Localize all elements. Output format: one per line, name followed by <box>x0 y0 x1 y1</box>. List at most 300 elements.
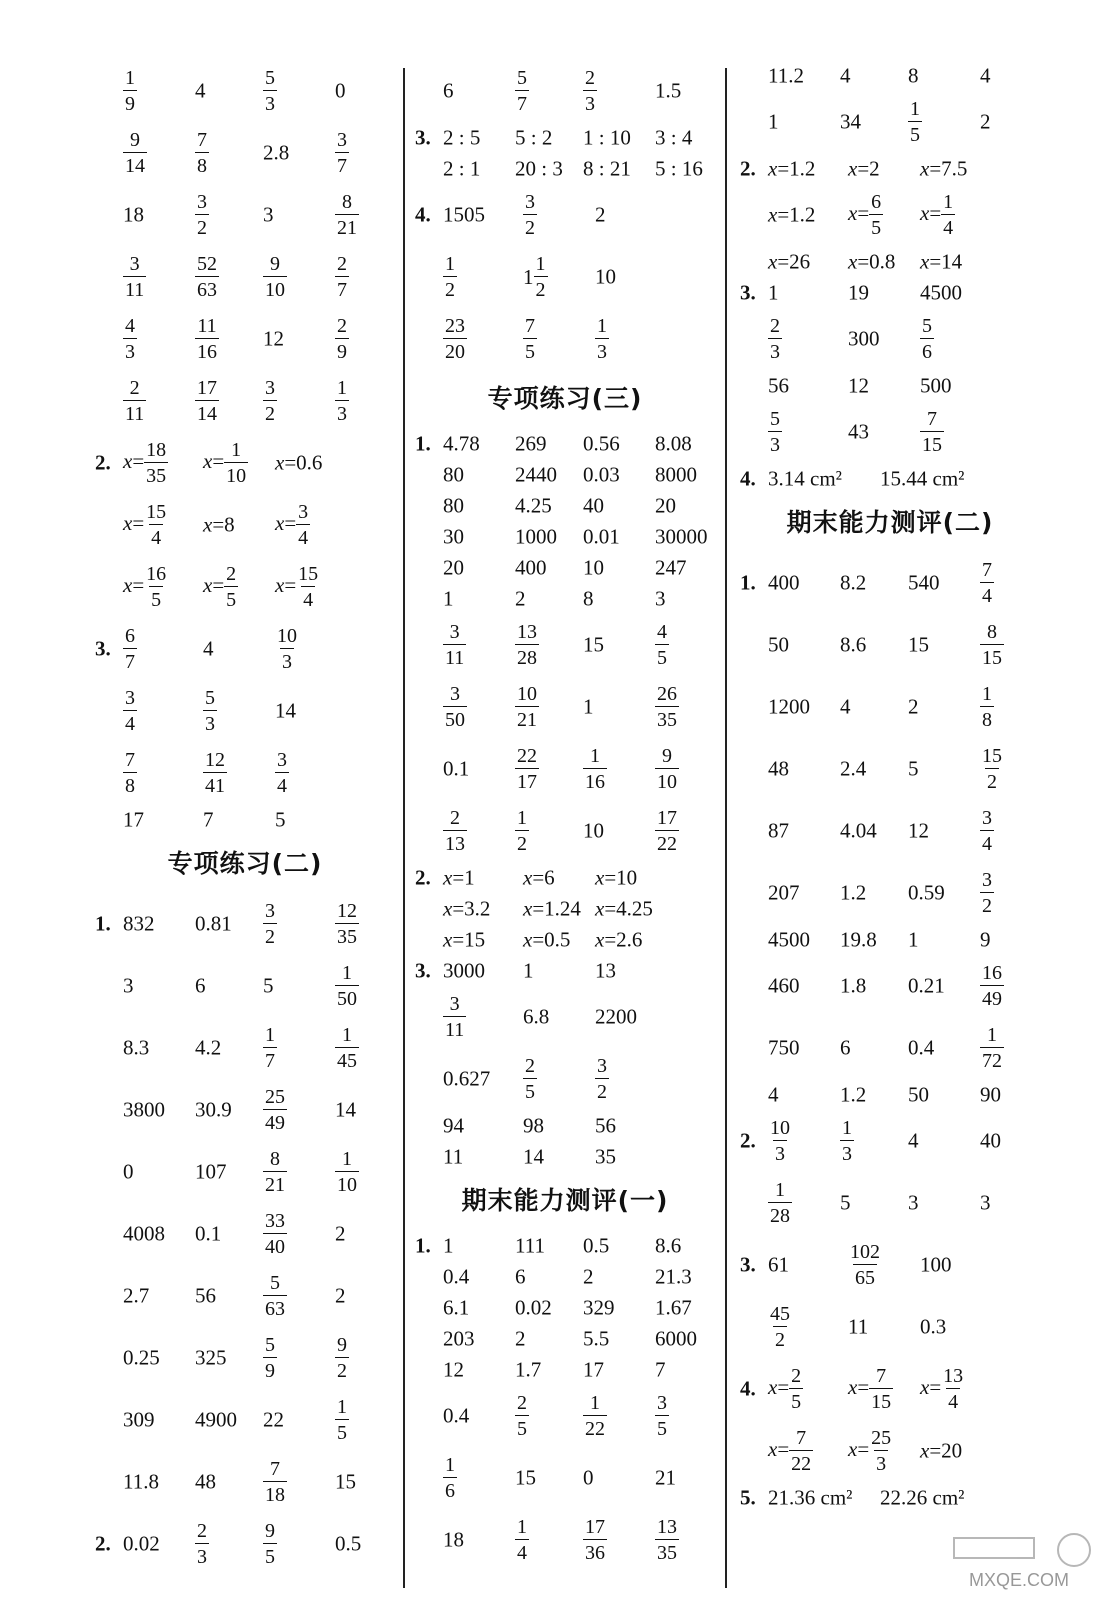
answer-cell <box>980 684 994 730</box>
fraction: $\frac{3}{2}$ <box>525 191 535 239</box>
answer-cell <box>515 622 539 668</box>
answer-cell <box>263 1149 287 1195</box>
answer-cell: x=10 <box>595 865 638 889</box>
fraction: $\frac{2}{5}$ <box>226 563 237 611</box>
answer-cell: 4 <box>908 1128 919 1153</box>
answer-cell <box>515 684 539 730</box>
answer-cell: 0.01 <box>583 524 620 548</box>
fraction: $\frac{7}{8}$ <box>197 129 207 177</box>
answer-cell <box>263 1025 277 1071</box>
answer-cell: 2 <box>335 1283 346 1308</box>
answer-cell <box>908 99 922 145</box>
answer-cell: 12 <box>443 1357 464 1381</box>
answer-row <box>740 60 1040 91</box>
answer-cell: x= $\frac{15}{4}$ <box>123 501 167 549</box>
answer-cell: 0.02 <box>515 1295 552 1319</box>
fraction: $\frac{17}{22}$ <box>657 807 677 855</box>
fraction: $\frac{13}{4}$ <box>943 1365 964 1413</box>
answer-cell <box>768 1304 792 1350</box>
question-number: 1. <box>95 911 111 936</box>
answer-row <box>95 1389 395 1451</box>
fraction: $\frac{1}{7}$ <box>265 1024 275 1072</box>
answer-cell: 1 <box>583 694 594 719</box>
fraction: $\frac{3}{2}$ <box>982 869 992 917</box>
fraction: $\frac{13}{28}$ <box>517 621 537 669</box>
question-number: 2. <box>740 1128 756 1153</box>
fraction: $\frac{3}{11}$ <box>125 253 145 301</box>
answer-row <box>415 490 715 521</box>
watermark-text: MXQE.COM <box>968 1570 1070 1590</box>
answer-cell: 5.5 <box>583 1326 610 1350</box>
answer-row <box>740 1420 1040 1482</box>
answer-cell: 30000 <box>655 524 708 548</box>
answer-row <box>415 986 715 1048</box>
answer-cell: 329 <box>583 1295 615 1319</box>
answer-cell: 21 <box>655 1465 676 1490</box>
question-number: 4. <box>415 202 431 227</box>
answer-cell <box>195 130 209 176</box>
question-number: 3. <box>740 280 756 304</box>
answer-cell <box>980 746 1004 792</box>
answer-cell: 21.3 <box>655 1264 692 1288</box>
answer-row <box>95 804 395 835</box>
answer-cell: 3 <box>980 1190 991 1215</box>
answer-row <box>740 924 1040 955</box>
answer-row <box>415 924 715 955</box>
answer-cell <box>203 688 217 734</box>
answer-row <box>740 1110 1040 1172</box>
answer-cell: 1.7 <box>515 1357 542 1381</box>
fraction: $\frac{4}{5}$ <box>657 621 667 669</box>
answer-cell: 2440 <box>515 462 557 486</box>
answer-row <box>95 184 395 246</box>
question-number: 1. <box>415 431 431 455</box>
answer-cell: 4500 <box>920 280 962 304</box>
answer-cell: 6.8 <box>523 1004 550 1029</box>
answer-cell: 2 <box>595 202 606 227</box>
fraction: $\frac{3}{11}$ <box>445 621 465 669</box>
answer-cell: 0 <box>335 78 346 103</box>
section-title: 期末能力测评(二) <box>786 508 994 537</box>
fraction: $\frac{7}{22}$ <box>791 1427 812 1475</box>
answer-cell <box>583 746 607 792</box>
answer-cell: x= $\frac{6}{5}$ <box>848 191 882 239</box>
fraction: $\frac{9}{5}$ <box>265 1520 275 1568</box>
fraction: $\frac{2}{13}$ <box>445 807 465 855</box>
answer-cell <box>583 68 597 114</box>
fraction: $\frac{1}{8}$ <box>982 683 992 731</box>
answer-cell: 6.1 <box>443 1295 470 1319</box>
answer-cell <box>123 68 137 114</box>
answer-cell: 43 <box>848 419 869 444</box>
answer-cell: 8 : 21 <box>583 156 631 180</box>
answer-cell: x=0.5 <box>523 927 571 951</box>
fraction: $\frac{2}{3}$ <box>585 67 595 115</box>
answer-cell: 6 <box>195 973 206 998</box>
answer-row <box>740 401 1040 463</box>
answer-cell: x=2 <box>848 156 880 180</box>
answer-cell: 0 <box>583 1465 594 1490</box>
answer-cell <box>335 901 359 947</box>
fraction: $\frac{2}{5}$ <box>525 1055 535 1103</box>
fraction: $\frac{1}{3}$ <box>842 1117 852 1165</box>
answer-row <box>95 1265 395 1327</box>
answer-cell: 1000 <box>515 524 557 548</box>
fraction: $\frac{6}{5}$ <box>871 191 882 239</box>
answer-cell <box>980 1025 1004 1071</box>
answer-row <box>95 1017 395 1079</box>
answer-cell <box>583 1517 607 1563</box>
answer-row <box>415 676 715 738</box>
answer-cell: 21.36 cm² <box>768 1485 853 1509</box>
answer-cell: 8.08 <box>655 431 692 455</box>
fraction: $\frac{1}{72}$ <box>982 1024 1002 1072</box>
fraction: $\frac{10}{3}$ <box>277 625 297 673</box>
answer-cell: x= $\frac{1}{10}$ <box>203 439 247 487</box>
answer-cell: 4 <box>203 636 214 661</box>
answer-row <box>415 521 715 552</box>
answer-cell: 207 <box>768 880 800 905</box>
answer-cell: 19 <box>848 280 869 304</box>
answer-cell <box>123 130 147 176</box>
answer-cell <box>335 378 349 424</box>
answer-cell <box>335 130 349 176</box>
answer-cell: 48 <box>768 756 789 781</box>
answer-cell: x=2.6 <box>595 927 643 951</box>
answer-row <box>740 1079 1040 1110</box>
answer-row <box>95 1327 395 1389</box>
question-number: 2. <box>415 865 431 889</box>
fraction: $\frac{17}{14}$ <box>197 377 217 425</box>
answer-cell: 4.2 <box>195 1035 222 1060</box>
answer-cell: 750 <box>768 1035 800 1060</box>
answer-cell: 6 <box>515 1264 526 1288</box>
watermark-logo <box>934 1528 1104 1594</box>
answer-cell <box>195 1521 209 1567</box>
answer-cell: 309 <box>123 1407 155 1432</box>
fraction: $\frac{3}{7}$ <box>337 129 347 177</box>
answer-cell: 4 <box>980 63 991 87</box>
answer-cell: 14 <box>275 698 296 723</box>
answer-cell <box>523 1056 537 1102</box>
answer-row <box>95 60 395 122</box>
answer-row <box>95 246 395 308</box>
answer-cell: 460 <box>768 973 800 998</box>
answer-cell: 3800 <box>123 1097 165 1122</box>
answer-cell <box>980 622 1004 668</box>
fraction: $\frac{2}{5}$ <box>791 1365 802 1413</box>
answer-cell <box>275 626 299 672</box>
answer-cell: 7 <box>655 1357 666 1381</box>
answer-cell: 1 : 10 <box>583 125 631 149</box>
answer-row <box>740 552 1040 614</box>
answer-row <box>415 1385 715 1447</box>
answer-cell: 11.8 <box>123 1469 159 1494</box>
answer-cell: x= $\frac{13}{4}$ <box>920 1365 964 1413</box>
fraction: $\frac{1}{2}$ <box>445 253 455 301</box>
fraction: $\frac{1}{2}$ <box>535 253 546 301</box>
answer-row <box>95 308 395 370</box>
answer-cell: 3 <box>263 202 274 227</box>
answer-cell: x=1.2 <box>768 202 816 227</box>
fraction: $\frac{1}{10}$ <box>337 1148 357 1196</box>
answer-row <box>415 246 715 308</box>
fraction: $\frac{5}{7}$ <box>517 67 527 115</box>
fraction: $\frac{7}{15}$ <box>871 1365 892 1413</box>
answer-cell: 61 <box>768 1252 789 1277</box>
question-number: 2. <box>95 450 111 475</box>
answer-cell: 6000 <box>655 1326 697 1350</box>
answer-row <box>415 1292 715 1323</box>
answer-row <box>415 308 715 370</box>
fraction: $\frac{1}{2}$ <box>517 807 527 855</box>
answer-cell <box>980 870 994 916</box>
answer-cell: x= $\frac{7}{22}$ <box>768 1427 812 1475</box>
answer-cell <box>195 378 219 424</box>
answer-cell: 2 <box>515 1326 526 1350</box>
answer-cell: 2 <box>908 694 919 719</box>
answer-row <box>415 862 715 893</box>
fraction: $\frac{15}{4}$ <box>146 501 167 549</box>
fraction: $\frac{3}{50}$ <box>445 683 465 731</box>
answer-cell: 2 <box>335 1221 346 1246</box>
answer-column-1 <box>95 60 395 1575</box>
fraction: $\frac{25}{3}$ <box>871 1427 892 1475</box>
fraction: $\frac{7}{4}$ <box>982 559 992 607</box>
fraction: $\frac{22}{17}$ <box>517 745 537 793</box>
fraction: $\frac{1}{5}$ <box>910 98 920 146</box>
answer-column-2 <box>415 60 715 1571</box>
answer-cell <box>655 622 669 668</box>
answer-cell: 20 <box>443 555 464 579</box>
fraction: $\frac{5}{3}$ <box>265 67 275 115</box>
answer-cell: x= $\frac{7}{15}$ <box>848 1365 892 1413</box>
answer-cell: 203 <box>443 1326 475 1350</box>
answer-cell: 107 <box>195 1159 227 1184</box>
answer-cell <box>263 68 277 114</box>
answer-cell: 87 <box>768 818 789 843</box>
question-number: 3. <box>415 125 431 149</box>
section-title: 期末能力测评(一) <box>461 1186 669 1215</box>
fraction: $\frac{3}{4}$ <box>298 501 309 549</box>
fraction: $\frac{5}{6}$ <box>922 315 932 363</box>
answer-cell: 12 <box>848 373 869 397</box>
answer-cell: 0.4 <box>443 1403 470 1428</box>
answer-cell: 4.04 <box>840 818 877 843</box>
answer-cell: x= $\frac{25}{3}$ <box>848 1427 892 1475</box>
answer-cell: 11 <box>443 1144 464 1168</box>
answer-row <box>740 1358 1040 1420</box>
answer-cell: 5 <box>275 807 286 831</box>
answer-cell <box>123 626 137 672</box>
fraction: $\frac{2}{3}$ <box>770 315 780 363</box>
answer-cell: 0.4 <box>908 1035 935 1060</box>
answer-cell: 4 <box>768 1082 779 1106</box>
answer-cell: 5 : 16 <box>655 156 703 180</box>
answer-cell: 269 <box>515 431 547 455</box>
answer-cell: 11.2 <box>768 63 804 87</box>
answer-cell: 300 <box>848 326 880 351</box>
fraction: $\frac{5}{63}$ <box>265 1272 285 1320</box>
answer-row <box>415 800 715 862</box>
fraction: $\frac{1}{3}$ <box>337 377 347 425</box>
fraction: $\frac{1}{4}$ <box>517 1516 527 1564</box>
answer-cell: 40 <box>980 1128 1001 1153</box>
answer-cell: 13 <box>595 958 616 982</box>
answer-cell: x=1 <box>443 865 475 889</box>
answer-cell: 0 <box>123 1159 134 1184</box>
answer-row <box>740 1234 1040 1296</box>
question-number: 1. <box>740 570 756 595</box>
answer-cell <box>655 746 679 792</box>
answer-row <box>95 893 395 955</box>
fraction: $\frac{1}{28}$ <box>770 1179 790 1227</box>
answer-cell: 1 $\frac{1}{2}$ <box>523 253 546 301</box>
answer-cell: 325 <box>195 1345 227 1370</box>
question-number: 4. <box>740 1376 756 1401</box>
answer-cell: 0.59 <box>908 880 945 905</box>
fraction: $\frac{1}{6}$ <box>445 1454 455 1502</box>
answer-row <box>740 800 1040 862</box>
answer-cell: x= $\frac{16}{5}$ <box>123 563 167 611</box>
answer-cell <box>195 316 219 362</box>
answer-cell: 0.4 <box>443 1264 470 1288</box>
answer-cell: 17 <box>123 807 144 831</box>
fraction: $\frac{8}{21}$ <box>265 1148 285 1196</box>
answer-cell <box>768 409 782 455</box>
answer-cell: 1 <box>523 958 534 982</box>
question-number: 4. <box>740 466 756 490</box>
answer-row <box>415 122 715 153</box>
fraction: $\frac{4}{3}$ <box>125 315 135 363</box>
fraction: $\frac{6}{7}$ <box>125 625 135 673</box>
fraction: $\frac{1}{10}$ <box>226 439 247 487</box>
fraction: $\frac{2}{5}$ <box>517 1392 527 1440</box>
fraction: $\frac{3}{4}$ <box>125 687 135 735</box>
answer-cell: x=15 <box>443 927 486 951</box>
answer-cell: 3.14 cm² <box>768 466 842 490</box>
answer-cell: 0.1 <box>443 756 470 781</box>
answer-row <box>415 738 715 800</box>
answer-row <box>740 463 1040 494</box>
fraction: $\frac{1}{22}$ <box>585 1392 605 1440</box>
answer-cell: 56 <box>595 1113 616 1137</box>
answer-cell: 0.81 <box>195 911 232 936</box>
answer-row <box>415 614 715 676</box>
answer-cell: 400 <box>768 570 800 595</box>
fraction: $\frac{45}{2}$ <box>770 1303 790 1351</box>
answer-row <box>415 552 715 583</box>
fraction: $\frac{10}{3}$ <box>770 1117 790 1165</box>
fraction: $\frac{2}{11}$ <box>125 377 145 425</box>
answer-cell: 8.6 <box>840 632 867 657</box>
answer-cell <box>195 192 209 238</box>
answer-cell <box>655 1393 669 1439</box>
answer-cell: 1 <box>908 927 919 951</box>
answer-cell: 8 <box>583 586 594 610</box>
question-number: 5. <box>740 1485 756 1509</box>
fraction: $\frac{23}{20}$ <box>445 315 465 363</box>
answer-cell: 4900 <box>195 1407 237 1432</box>
fraction: $\frac{8}{15}$ <box>982 621 1002 669</box>
answer-cell: 5 <box>908 756 919 781</box>
answer-cell: 22 <box>263 1407 284 1432</box>
answer-cell: 0.5 <box>335 1531 362 1556</box>
fraction: $\frac{1}{16}$ <box>585 745 605 793</box>
answer-cell: 10 <box>583 555 604 579</box>
fraction: $\frac{9}{2}$ <box>337 1334 347 1382</box>
answer-cell: 1.2 <box>840 880 867 905</box>
answer-cell: 18 <box>123 202 144 227</box>
answer-cell <box>595 316 609 362</box>
answer-cell <box>768 316 782 362</box>
answer-cell <box>980 560 994 606</box>
fraction: $\frac{1}{45}$ <box>337 1024 357 1072</box>
answer-cell: 1 <box>443 1233 454 1257</box>
answer-cell: 14 <box>523 1144 544 1168</box>
answer-cell <box>203 750 227 796</box>
answer-row <box>740 955 1040 1017</box>
fraction: $\frac{7}{15}$ <box>922 408 942 456</box>
answer-cell: 18 <box>443 1527 464 1552</box>
answer-row <box>740 246 1040 277</box>
answer-row <box>95 122 395 184</box>
answer-row <box>740 862 1040 924</box>
answer-cell <box>123 378 146 424</box>
fraction: $\frac{3}{4}$ <box>277 749 287 797</box>
answer-cell: 12 <box>908 818 929 843</box>
fraction: $\frac{15}{4}$ <box>298 563 319 611</box>
answer-row <box>415 955 715 986</box>
answer-cell <box>768 1180 792 1226</box>
answer-cell: 0.3 <box>920 1314 947 1339</box>
answer-cell <box>335 1397 349 1443</box>
answer-cell <box>263 1335 277 1381</box>
answer-cell: 2200 <box>595 1004 637 1029</box>
answer-cell: 400 <box>515 555 547 579</box>
answer-cell <box>263 1459 287 1505</box>
answer-cell <box>123 688 137 734</box>
answer-cell: x= $\frac{2}{5}$ <box>203 563 237 611</box>
answer-cell <box>515 1517 529 1563</box>
answer-row <box>415 459 715 490</box>
answer-cell <box>655 1517 679 1563</box>
section-title: 专项练习(三) <box>487 384 643 413</box>
answer-cell: 30 <box>443 524 464 548</box>
fraction: $\frac{1}{3}$ <box>597 315 607 363</box>
fraction: $\frac{3}{11}$ <box>445 993 465 1041</box>
answer-cell <box>583 1393 607 1439</box>
answer-cell: 15 <box>515 1465 536 1490</box>
answer-cell: 1 <box>443 586 454 610</box>
answer-cell: 8.2 <box>840 570 867 595</box>
answer-row <box>415 1110 715 1141</box>
answer-cell: 0.02 <box>123 1531 160 1556</box>
answer-cell: 5 : 2 <box>515 125 553 149</box>
answer-cell: 19.8 <box>840 927 877 951</box>
answer-cell <box>515 1393 529 1439</box>
answer-cell <box>443 994 466 1040</box>
answer-row <box>415 153 715 184</box>
answer-cell: 56 <box>768 373 789 397</box>
answer-cell: 15 <box>908 632 929 657</box>
question-number: 1. <box>415 1233 431 1257</box>
answer-cell: 4008 <box>123 1221 165 1246</box>
answer-cell: 12 <box>263 326 284 351</box>
answer-cell: 5 <box>840 1190 851 1215</box>
fraction: $\frac{10}{21}$ <box>517 683 537 731</box>
fraction: $\frac{7}{18}$ <box>265 1458 285 1506</box>
